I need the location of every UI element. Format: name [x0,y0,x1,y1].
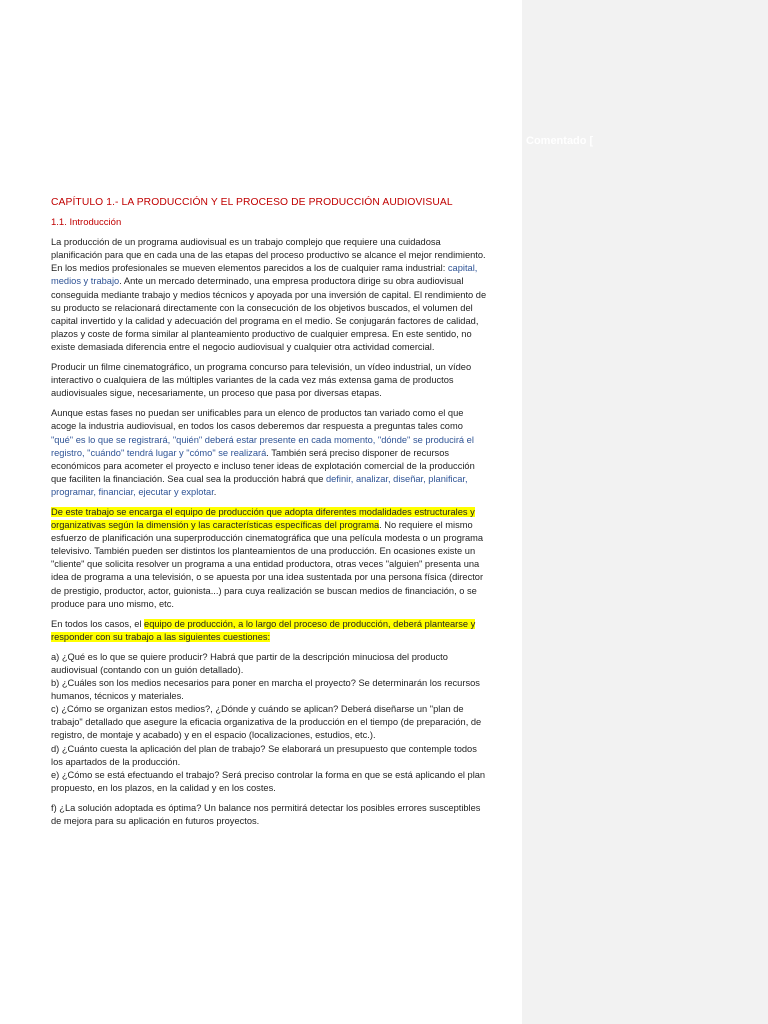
paragraph-4-highlight: De este trabajo se encarga el equipo de producción que adopta diferentes modalidades estructurales y organizativas según la dimensión y las características específicas del programa [51,506,475,531]
comment-pane [522,0,768,1024]
paragraph-4 [51,506,487,611]
list-item: a) ¿Qué es lo que se quiere producir? Habrá que partir de la descripción minuciosa del producto audiovisual (contando con un guión detallado). [51,651,448,675]
list-item: b) ¿Cuáles son los medios necesarios para poner en marcha el proyecto? Se determinarán los recursos humanos, técnicos y materiales. [51,678,480,702]
list-item: c) ¿Cómo se organizan estos medios?, ¿Dónde y cuándo se aplican? Deberá diseñarse un "plan de trabajo" detallado que asegure la eficacia organizativa de la producción en el tiempo (de preparación, de registro, de montaje y acabado) y en el espacio (localizaciones, estudios, etc.). [51,704,482,741]
paragraph-1 [51,236,487,354]
section-title: 1.1. Introducción [51,217,122,229]
paragraph-1-text-a: La producción de un programa audiovisual es un trabajo complejo que requiere una cuidadosa planificación para que en cada una de las etapas del proceso productivo se alcance el mejor rendimiento. En los medios profesionales se mueven elementos parecidos a los de cualquier rama industrial: [51,237,486,274]
paragraph-5 [51,618,487,644]
paragraph-5-text-a: En todos los casos, el [51,618,145,629]
paragraph-2: Producir un filme cinematográfico, un programa concurso para televisión, un vídeo industrial, un vídeo interactivo o cualquiera de las múltiples variantes de la cada vez más extensa gama de productos audiovisuales sigue, necesariamente, un proceso que pasa por diversas etapas. [51,362,472,399]
list-item: d) ¿Cuánto cuesta la aplicación del plan de trabajo? Se elaborará un presupuesto que contemple todos los apartados de la producción. [51,743,477,767]
paragraph-3-text-a: Aunque estas fases no puedan ser unificables para un elenco de productos tan variado como el que acoge la industria audiovisual, en todos los casos deberemos dar respuesta a preguntas tales como [51,408,464,432]
paragraph-3-text-e: . [213,486,217,497]
paragraph-4-text-b: . No requiere el mismo esfuerzo de planificación una superproducción cinematográfica que una película modesta o un programa televisivo. También pueden ser distintos los planteamientos de una producción. En ocasiones existe un "cliente" que solicita resolver un programa a una entidad productora, otras veces "alguien" presenta una idea de programa a una televisión, o se apuesta por una idea sustentada por una persona física (director de prestigio, productor, actor, guionista...) para cuya realización se buscan medios de financiación, o se produce para uno mismo, etc. [51,520,484,609]
paragraph-3-questions: "qué" es lo que se registrará, "quién" deberá estar presente en cada momento, "dónde" se producirá el registro, "cuándo" tendrá lugar y "cómo" se realizará [51,434,474,458]
document-body [51,196,487,835]
paragraph-1-text-c: . Ante un mercado determinado, una empresa productora dirige su obra audiovisual conseguida mediante trabajo y medios técnicos y apoyada por una inversión de capital. El rendimiento de su producto se relacionará directamente con la consecución de los objetivos buscados, el volumen del capital invertido y la calidad y adecuación del programa en el medio. Se conjugarán factores de calidad, plazos y coste de forma similar al planteamiento productivo de cualquier empresa. En este sentido, no existe demasiada diferencia entre el negocio audiovisual y cualquier otra actividad comercial. [51,276,487,352]
paragraph-3-text-c: . También será preciso disponer de recursos económicos para acometer el proyecto e incluso tener ideas de explotación comercial de la producción que faciliten la financiación. Sea cual sea la producción habrá que [51,447,475,484]
list-item: e) ¿Cómo se está efectuando el trabajo? Será preciso controlar la forma en que se está aplicando el plan propuesto, en los plazos, en la calidad y en los costes. [51,769,486,793]
paragraph-6: f) ¿La solución adoptada es óptima? Un balance nos permitirá detectar los posibles errores susceptibles de mejora para su aplicación en futuros proyectos. [51,802,481,827]
questions-list [51,651,487,795]
chapter-title: CAPÍTULO 1.- LA PRODUCCIÓN Y EL PROCESO DE PRODUCCIÓN AUDIOVISUAL [51,197,453,208]
comment-title: Comentado [ [526,135,594,147]
paragraph-5-highlight: equipo de producción, a lo largo del proceso de producción, deberá plantearse y responder con su trabajo a las siguientes cuestiones: [51,618,476,642]
paragraph-1-emphasis: capital, medios y trabajo [51,263,478,287]
paragraph-3-verbs: definir, analizar, diseñar, planificar, programar, financiar, ejecutar y explotar [51,473,468,497]
paragraph-3 [51,407,487,499]
